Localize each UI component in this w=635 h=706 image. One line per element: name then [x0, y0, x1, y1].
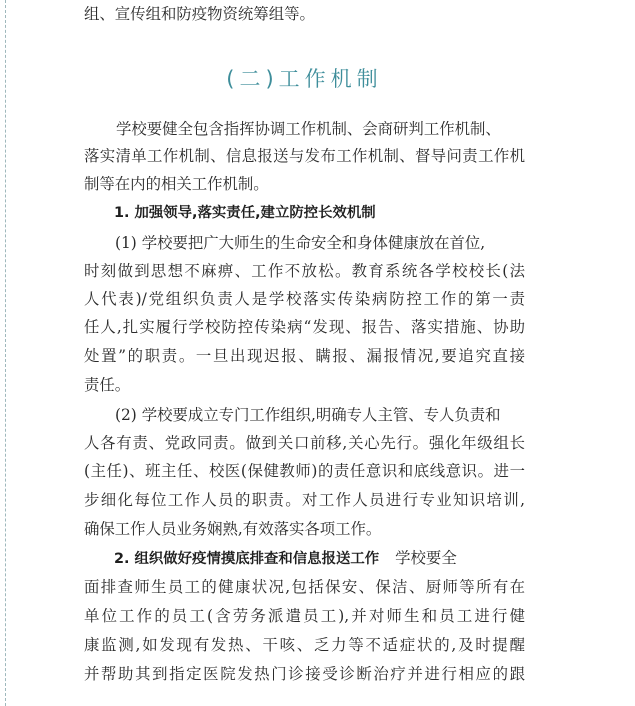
- intro-line-1: 学校要健全包含指挥协调工作机制、会商研判工作机制、: [116, 120, 501, 138]
- para2-line-4: 步细化每位工作人员的职责。对工作人员进行专业知识培训,: [84, 491, 525, 509]
- intro-line-3: 制等在内的相关工作机制。: [84, 175, 269, 193]
- intro-line-2: 落实清单工作机制、信息报送与发布工作机制、督导问责工作机: [84, 147, 525, 165]
- para2-line-2: 人各有责、党政同责。做到关口前移,关心先行。强化年级组长: [84, 434, 525, 452]
- para1-line-4: 任人,扎实履行学校防控传染病“发现、报告、落实措施、协助: [84, 318, 525, 336]
- para2-line-5: 确保工作人员业务娴熟,有效落实各项工作。: [84, 520, 382, 538]
- sub-heading-2: 2. 组织做好疫情摸底排查和信息报送工作: [114, 551, 380, 567]
- para1-line-5: 处置”的职责。一旦出现迟报、瞒报、漏报情况,要追究直接: [84, 347, 525, 365]
- para3-line-4: 并帮助其到指定医院发热门诊接受诊断治疗并进行相应的跟: [84, 665, 525, 683]
- para1-line-2: 时刻做到思想不麻痹、工作不放松。教育系统各学校校长(法: [84, 262, 525, 280]
- para1-line-1: (1) 学校要把广大师生的生命安全和身体健康放在首位,: [115, 234, 486, 252]
- para3-line-3: 康监测,如发现有发热、干咳、乏力等不适症状的,及时提醒: [84, 636, 525, 654]
- para3-line-2: 单位工作的员工(含劳务派遣员工),并对师生和员工进行健: [84, 607, 525, 625]
- para2-line-3: (主任)、班主任、校医(保健教师)的责任意识和底线意识。进一: [84, 462, 525, 480]
- section-heading: (二)工作机制: [226, 67, 383, 91]
- para1-line-6: 责任。: [84, 376, 131, 394]
- top-line-text: 组、宣传组和防疫物资统筹组等。: [84, 5, 315, 23]
- sub-heading-2-tail: 学校要全: [395, 549, 457, 567]
- sub-heading-2-line: [114, 546, 457, 570]
- para2-line-1: (2) 学校要成立专门工作组织,明确专人主管、专人负责和: [115, 406, 501, 424]
- para1-line-3: 人代表)/党组织负责人是学校落实传染病防控工作的第一责: [84, 290, 525, 308]
- sub-heading-1: 1. 加强领导,落实责任,建立防控长效机制: [114, 205, 376, 221]
- page-edge-dashed-line: [5, 0, 6, 706]
- para3-line-1: 面排查师生员工的健康状况,包括保安、保洁、厨师等所有在: [84, 578, 525, 596]
